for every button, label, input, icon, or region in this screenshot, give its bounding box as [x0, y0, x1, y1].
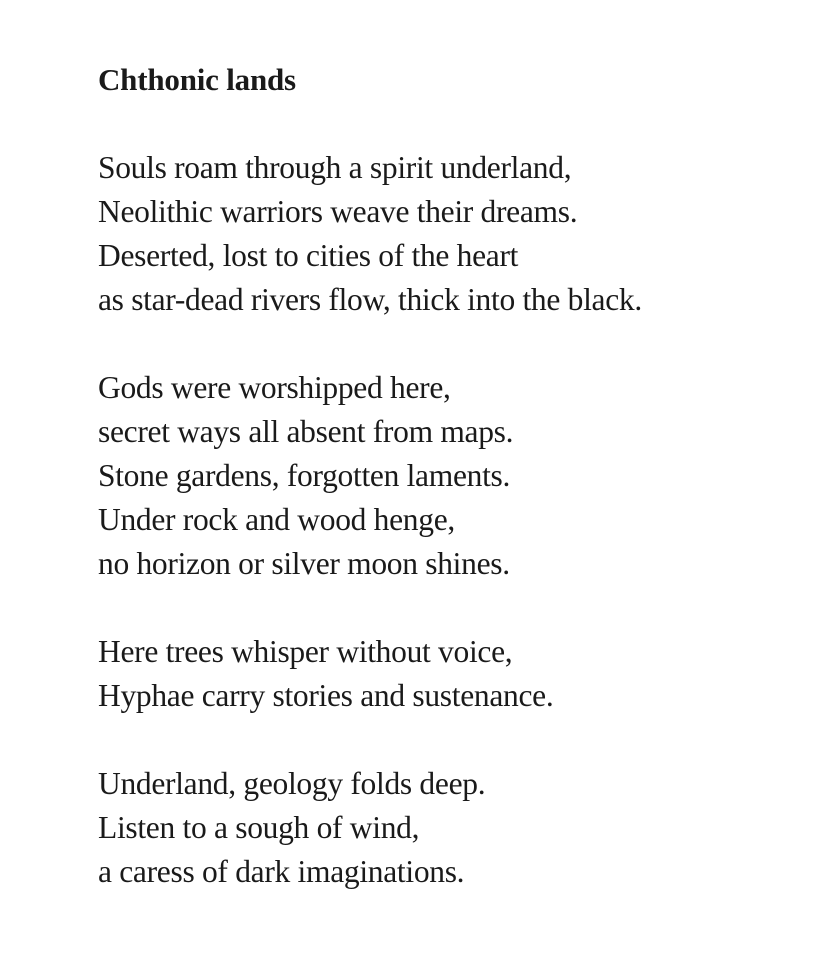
- poem-line: Here trees whisper without voice,: [98, 634, 513, 669]
- poem-line: Deserted, lost to cities of the heart: [98, 238, 519, 273]
- stanza-3: [98, 630, 798, 718]
- poem-line: secret ways all absent from maps.: [98, 414, 514, 449]
- stanza-1: [98, 146, 798, 322]
- poem-line: Souls roam through a spirit underland,: [98, 150, 572, 185]
- poem-line: as star-dead rivers flow, thick into the black.: [98, 282, 642, 317]
- poem-line: no horizon or silver moon shines.: [98, 546, 510, 581]
- poem-line: Under rock and wood henge,: [98, 502, 455, 537]
- poem-line: Stone gardens, forgotten laments.: [98, 458, 511, 493]
- poem-line: Underland, geology folds deep.: [98, 766, 486, 801]
- stanza-2: [98, 366, 798, 586]
- poem-line: Hyphae carry stories and sustenance.: [98, 678, 554, 713]
- poem-page: [98, 58, 798, 938]
- poem-line: Neolithic warriors weave their dreams.: [98, 194, 578, 229]
- stanza-4: [98, 762, 798, 894]
- poem-line: a caress of dark imaginations.: [98, 854, 465, 889]
- poem-line: Gods were worshipped here,: [98, 370, 451, 405]
- poem-line: Listen to a sough of wind,: [98, 810, 420, 845]
- poem-title: Chthonic lands: [98, 62, 296, 97]
